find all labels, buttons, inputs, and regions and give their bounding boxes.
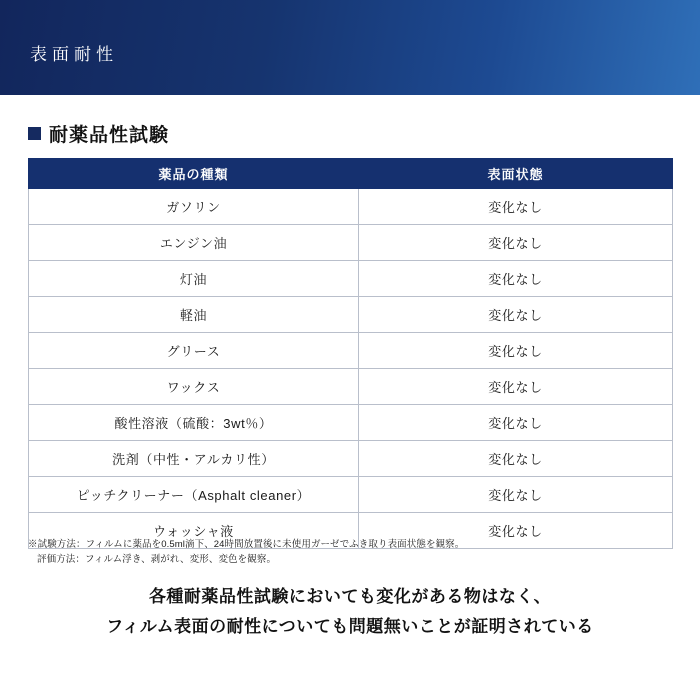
content-area — [0, 95, 700, 700]
table-row — [29, 369, 673, 405]
table-row — [29, 405, 673, 441]
cell-chemical: 酸性溶液（硫酸：3wt％） — [29, 405, 359, 441]
cell-chemical: ウォッシャ液 — [29, 513, 359, 549]
cell-surface: 変化なし — [359, 189, 673, 225]
section-heading-label: 耐薬品性試験 — [49, 125, 170, 146]
cell-chemical: グリース — [29, 333, 359, 369]
cell-surface: 変化なし — [359, 333, 673, 369]
cell-chemical: エンジン油 — [29, 225, 359, 261]
conclusion-line-1: 各種耐薬品性試験においても変化がある物はなく、 — [148, 587, 552, 606]
table-header-row — [29, 159, 673, 189]
chemical-resistance-table-wrap — [28, 158, 672, 549]
cell-chemical: ピッチクリーナー（Asphalt cleaner） — [29, 477, 359, 513]
header-band — [0, 0, 700, 95]
column-header-surface: 表面状態 — [359, 159, 673, 189]
notes-line-evaluation: 評価方法：フィルム浮き、剥がれ、変形、変色を観察。 — [37, 553, 277, 565]
cell-chemical: 洗剤（中性・アルカリ性） — [29, 441, 359, 477]
square-bullet-icon — [28, 127, 41, 140]
chemical-resistance-table — [28, 158, 673, 549]
column-header-chemical: 薬品の種類 — [29, 159, 359, 189]
cell-surface: 変化なし — [359, 225, 673, 261]
conclusion-line-2: フィルム表面の耐性についても問題無いことが証明されている — [106, 616, 594, 636]
table-row — [29, 477, 673, 513]
cell-chemical: 軽油 — [29, 297, 359, 333]
table-row — [29, 441, 673, 477]
cell-surface: 変化なし — [359, 513, 673, 549]
conclusion-block — [0, 582, 700, 642]
cell-chemical: ワックス — [29, 369, 359, 405]
cell-chemical: 灯油 — [29, 261, 359, 297]
cell-surface: 変化なし — [359, 261, 673, 297]
notes-block — [28, 538, 672, 567]
table-row — [29, 333, 673, 369]
cell-surface: 変化なし — [359, 297, 673, 333]
page-title: 表面耐性 — [30, 45, 118, 64]
cell-surface: 変化なし — [359, 441, 673, 477]
table-row — [29, 261, 673, 297]
cell-chemical: ガソリン — [29, 189, 359, 225]
cell-surface: 変化なし — [359, 369, 673, 405]
cell-surface: 変化なし — [359, 477, 673, 513]
table-row — [29, 225, 673, 261]
table-row — [29, 189, 673, 225]
table-row — [29, 297, 673, 333]
notes-line-method: ※試験方法：フィルムに薬品を0.5ml滴下、24時間放置後に未使用ガーゼでふき取り表面状態を観察。 — [28, 539, 465, 550]
section-heading — [28, 120, 169, 147]
cell-surface: 変化なし — [359, 405, 673, 441]
